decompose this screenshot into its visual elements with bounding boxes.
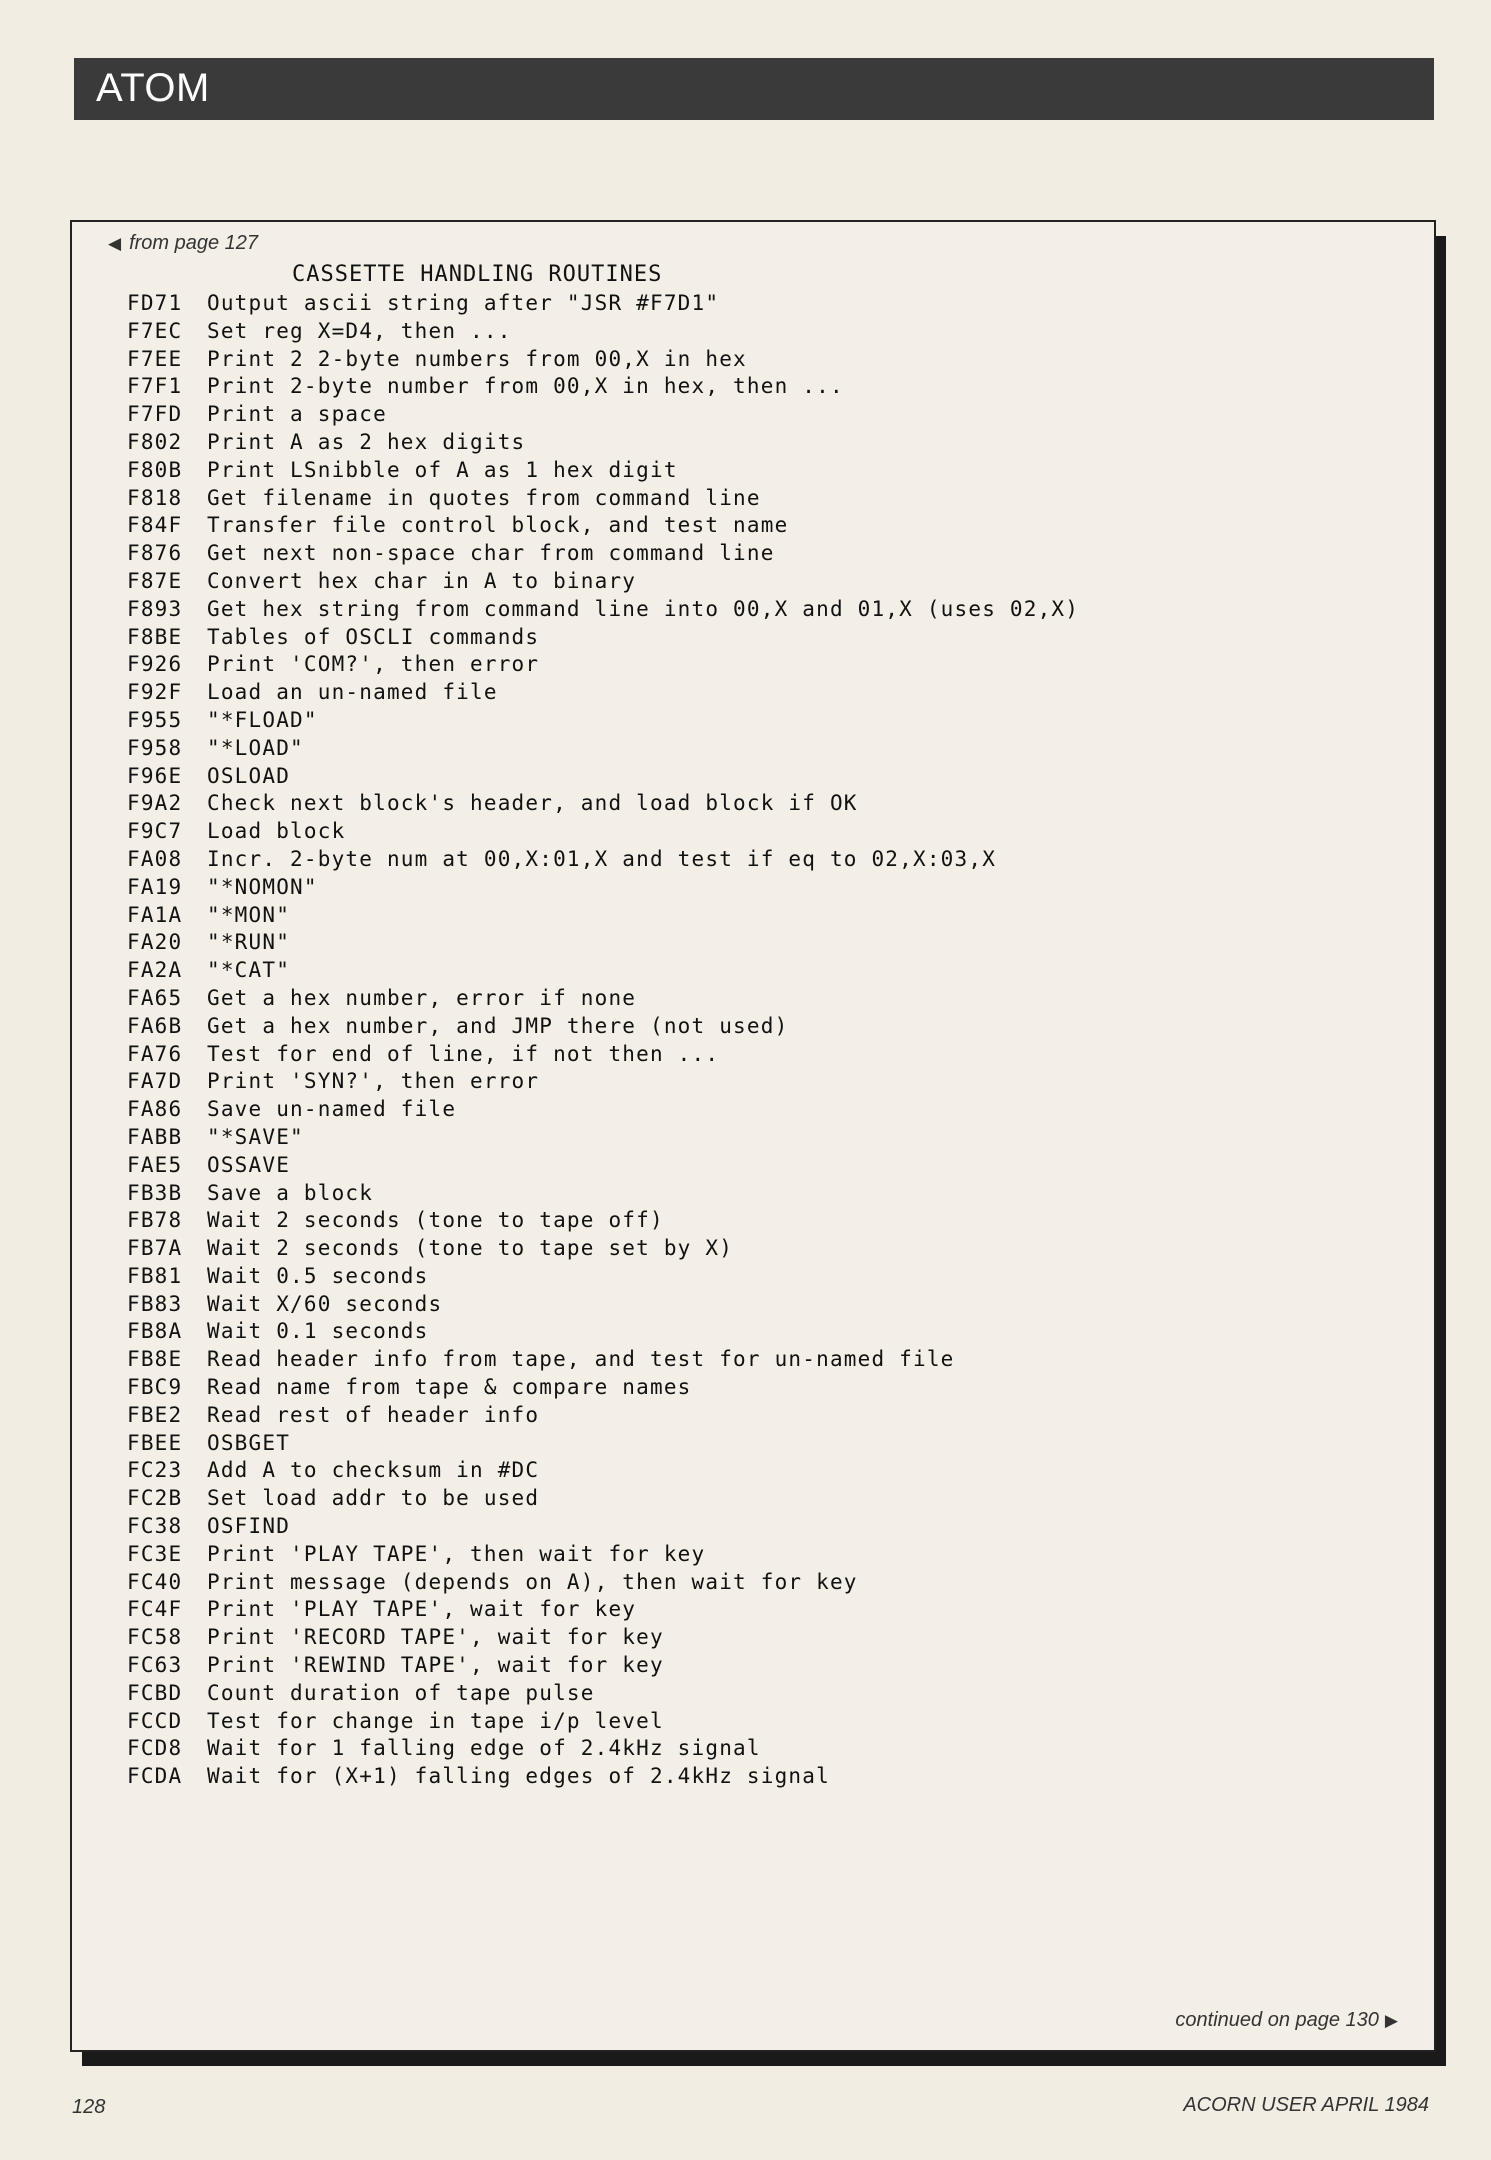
- routine-address: FA6B: [127, 1013, 183, 1038]
- routine-description: Get filename in quotes from command line: [207, 485, 761, 510]
- routine-description: Output ascii string after "JSR #F7D1": [207, 291, 720, 315]
- routine-address: FB81: [127, 1263, 183, 1288]
- listing-row: [127, 1735, 1387, 1763]
- listing-row: [127, 1263, 1387, 1291]
- routine-list: [127, 290, 1387, 1791]
- routine-address: F7EC: [127, 318, 183, 343]
- listing-row: [127, 346, 1387, 374]
- routine-description: Read header info from tape, and test for un-named file: [207, 1347, 955, 1372]
- routine-description: OSLOAD: [207, 763, 291, 788]
- routine-description: Wait X/60 seconds: [207, 1291, 443, 1316]
- routine-description: Print 2-byte number from 00,X in hex, then ...: [207, 374, 844, 399]
- routine-address: FA86: [127, 1097, 183, 1122]
- routine-description: Print A as 2 hex digits: [207, 429, 526, 454]
- routine-address: FC2B: [127, 1486, 183, 1511]
- routine-address: FA20: [127, 930, 183, 955]
- listing-row: [127, 1763, 1387, 1791]
- routine-address: FA65: [127, 985, 183, 1010]
- listing-row: [127, 985, 1387, 1013]
- routine-address: FB3B: [127, 1180, 183, 1205]
- routine-address: FBEE: [127, 1430, 183, 1455]
- routine-description: Test for end of line, if not then ...: [207, 1041, 720, 1066]
- listing-row: [127, 1041, 1387, 1069]
- routine-description: Wait for (X+1) falling edges of 2.4kHz signal: [207, 1764, 830, 1789]
- routine-address: FB8A: [127, 1319, 183, 1344]
- listing-row: [127, 318, 1387, 346]
- routine-description: Wait for 1 falling edge of 2.4kHz signal: [207, 1736, 761, 1761]
- routine-address: F9C7: [127, 819, 183, 844]
- routine-address: FC40: [127, 1569, 183, 1594]
- listing-row: [127, 1374, 1387, 1402]
- listing-row: [127, 1513, 1387, 1541]
- listing-row: [127, 929, 1387, 957]
- routine-description: Print LSnibble of A as 1 hex digit: [207, 457, 678, 482]
- routine-address: FD71: [127, 291, 183, 315]
- routine-address: FA1A: [127, 902, 183, 927]
- routine-address: F9A2: [127, 791, 183, 816]
- routine-description: Read rest of header info: [207, 1402, 540, 1427]
- listing-row: [127, 1430, 1387, 1458]
- listing-row: [127, 957, 1387, 985]
- listing-row: [127, 763, 1387, 791]
- listing-row: [127, 1013, 1387, 1041]
- listing-row: [127, 1708, 1387, 1736]
- listing-row: [127, 1346, 1387, 1374]
- routine-address: FABB: [127, 1124, 183, 1149]
- routine-address: F7FD: [127, 402, 183, 427]
- listing-row: [127, 1457, 1387, 1485]
- listing-row: [127, 1235, 1387, 1263]
- listing-row: [127, 1124, 1387, 1152]
- listing-row: [127, 1596, 1387, 1624]
- listing-row: [127, 1680, 1387, 1708]
- listing-row: [127, 790, 1387, 818]
- routine-address: FC23: [127, 1458, 183, 1483]
- routine-description: Print 2 2-byte numbers from 00,X in hex: [207, 346, 747, 371]
- routine-description: "*NOMON": [207, 874, 318, 899]
- section-banner: [74, 58, 1434, 120]
- listing-row: [127, 1541, 1387, 1569]
- routine-address: FA08: [127, 846, 183, 871]
- listing-row: [127, 735, 1387, 763]
- routine-address: F84F: [127, 513, 183, 538]
- routine-description: Save un-named file: [207, 1097, 457, 1122]
- routine-address: FBE2: [127, 1402, 183, 1427]
- from-page-label: from page 127: [129, 232, 259, 254]
- listing-row: [127, 818, 1387, 846]
- page-number: 128: [72, 2096, 106, 2118]
- routine-address: FB8E: [127, 1347, 183, 1372]
- routine-address: FA2A: [127, 958, 183, 983]
- routine-address: FA19: [127, 874, 183, 899]
- listing-row: [127, 401, 1387, 429]
- routine-description: Load block: [207, 819, 346, 844]
- routine-address: F87E: [127, 568, 183, 593]
- routine-address: F818: [127, 485, 183, 510]
- routine-address: FC58: [127, 1625, 183, 1650]
- listing-row: [127, 1180, 1387, 1208]
- routine-description: Print 'RECORD TAPE', wait for key: [207, 1625, 664, 1650]
- listing-row: [127, 624, 1387, 652]
- routine-address: FB83: [127, 1291, 183, 1316]
- routine-address: F92F: [127, 680, 183, 705]
- routine-description: OSFIND: [207, 1514, 291, 1539]
- routine-description: "*SAVE": [207, 1124, 304, 1149]
- listing-row: [127, 373, 1387, 401]
- listing-row: [127, 902, 1387, 930]
- listing-row: [127, 1485, 1387, 1513]
- routine-description: Print 'PLAY TAPE', then wait for key: [207, 1541, 706, 1566]
- routine-address: FC38: [127, 1514, 183, 1539]
- routine-address: FCDA: [127, 1764, 183, 1789]
- routine-description: Check next block's header, and load block if OK: [207, 791, 858, 816]
- routine-address: F955: [127, 707, 183, 732]
- routine-address: FCCD: [127, 1708, 183, 1733]
- continued-note: [1175, 2009, 1398, 2032]
- listing-row: [127, 1402, 1387, 1430]
- routine-description: Set load addr to be used: [207, 1486, 540, 1511]
- routine-description: Get a hex number, and JMP there (not used): [207, 1013, 789, 1038]
- routine-address: F7F1: [127, 374, 183, 399]
- routine-description: Print 'PLAY TAPE', wait for key: [207, 1597, 637, 1622]
- listing-row: [127, 1569, 1387, 1597]
- routine-address: F876: [127, 541, 183, 566]
- routine-address: FB78: [127, 1208, 183, 1233]
- listing-row: [127, 679, 1387, 707]
- routine-description: Print message (depends on A), then wait for key: [207, 1569, 858, 1594]
- routine-address: FAE5: [127, 1152, 183, 1177]
- routine-address: F893: [127, 596, 183, 621]
- routine-address: FBC9: [127, 1375, 183, 1400]
- routine-address: F96E: [127, 763, 183, 788]
- listing-row: [127, 540, 1387, 568]
- listing-row: [127, 846, 1387, 874]
- routine-address: F8BE: [127, 624, 183, 649]
- routine-description: Convert hex char in A to binary: [207, 568, 637, 593]
- routine-description: Wait 2 seconds (tone to tape set by X): [207, 1236, 734, 1261]
- listing-row: [127, 1624, 1387, 1652]
- routine-address: FC3E: [127, 1541, 183, 1566]
- from-page-note: [108, 232, 258, 255]
- routine-description: OSBGET: [207, 1430, 291, 1455]
- routine-description: Incr. 2-byte num at 00,X:01,X and test if eq to 02,X:03,X: [207, 846, 997, 871]
- listing-row: [127, 568, 1387, 596]
- listing-row: [127, 1207, 1387, 1235]
- listing-box: [70, 220, 1436, 2052]
- left-arrow-icon: ◀: [108, 234, 122, 253]
- routine-description: Test for change in tape i/p level: [207, 1708, 664, 1733]
- continued-label: continued on page 130: [1175, 2009, 1379, 2031]
- listing-row: [127, 874, 1387, 902]
- listing-title: CASSETTE HANDLING ROUTINES: [292, 262, 663, 287]
- routine-description: Set reg X=D4, then ...: [207, 318, 512, 343]
- routine-description: Add A to checksum in #DC: [207, 1458, 540, 1483]
- routine-address: FC63: [127, 1653, 183, 1678]
- listing-row: [127, 290, 1387, 318]
- routine-address: FB7A: [127, 1236, 183, 1261]
- routine-description: Get next non-space char from command line: [207, 541, 775, 566]
- routine-description: Tables of OSCLI commands: [207, 624, 540, 649]
- routine-address: F926: [127, 652, 183, 677]
- routine-description: Save a block: [207, 1180, 374, 1205]
- routine-address: FC4F: [127, 1597, 183, 1622]
- listing-row: [127, 457, 1387, 485]
- right-arrow-icon: ▶: [1384, 2011, 1398, 2030]
- routine-description: Count duration of tape pulse: [207, 1680, 595, 1705]
- routine-description: Wait 0.1 seconds: [207, 1319, 429, 1344]
- listing-row: [127, 707, 1387, 735]
- routine-description: "*MON": [207, 902, 291, 927]
- routine-description: Print 'SYN?', then error: [207, 1069, 540, 1094]
- routine-description: OSSAVE: [207, 1152, 291, 1177]
- magazine-issue: ACORN USER APRIL 1984: [1183, 2094, 1429, 2116]
- routine-address: FCBD: [127, 1680, 183, 1705]
- routine-description: Transfer file control block, and test name: [207, 513, 789, 538]
- routine-description: "*FLOAD": [207, 707, 318, 732]
- listing-row: [127, 651, 1387, 679]
- routine-address: F958: [127, 735, 183, 760]
- routine-address: F7EE: [127, 346, 183, 371]
- routine-address: FA76: [127, 1041, 183, 1066]
- routine-description: Get hex string from command line into 00,X and 01,X (uses 02,X): [207, 596, 1080, 621]
- routine-description: Print a space: [207, 402, 387, 427]
- routine-description: Wait 2 seconds (tone to tape off): [207, 1208, 664, 1233]
- routine-address: F80B: [127, 457, 183, 482]
- listing-row: [127, 1152, 1387, 1180]
- listing-row: [127, 1291, 1387, 1319]
- routine-description: "*CAT": [207, 958, 291, 983]
- listing-row: [127, 485, 1387, 513]
- routine-description: "*RUN": [207, 930, 291, 955]
- listing-row: [127, 512, 1387, 540]
- listing-row: [127, 429, 1387, 457]
- listing-row: [127, 1068, 1387, 1096]
- routine-description: Read name from tape & compare names: [207, 1375, 692, 1400]
- routine-description: Wait 0.5 seconds: [207, 1263, 429, 1288]
- routine-description: Load an un-named file: [207, 680, 498, 705]
- routine-description: Print 'COM?', then error: [207, 652, 540, 677]
- routine-description: Get a hex number, error if none: [207, 985, 637, 1010]
- section-title: ATOM: [96, 66, 210, 110]
- routine-address: F802: [127, 429, 183, 454]
- routine-description: "*LOAD": [207, 735, 304, 760]
- listing-row: [127, 596, 1387, 624]
- routine-address: FA7D: [127, 1069, 183, 1094]
- listing-row: [127, 1096, 1387, 1124]
- listing-row: [127, 1318, 1387, 1346]
- routine-address: FCD8: [127, 1736, 183, 1761]
- listing-row: [127, 1652, 1387, 1680]
- routine-description: Print 'REWIND TAPE', wait for key: [207, 1653, 664, 1678]
